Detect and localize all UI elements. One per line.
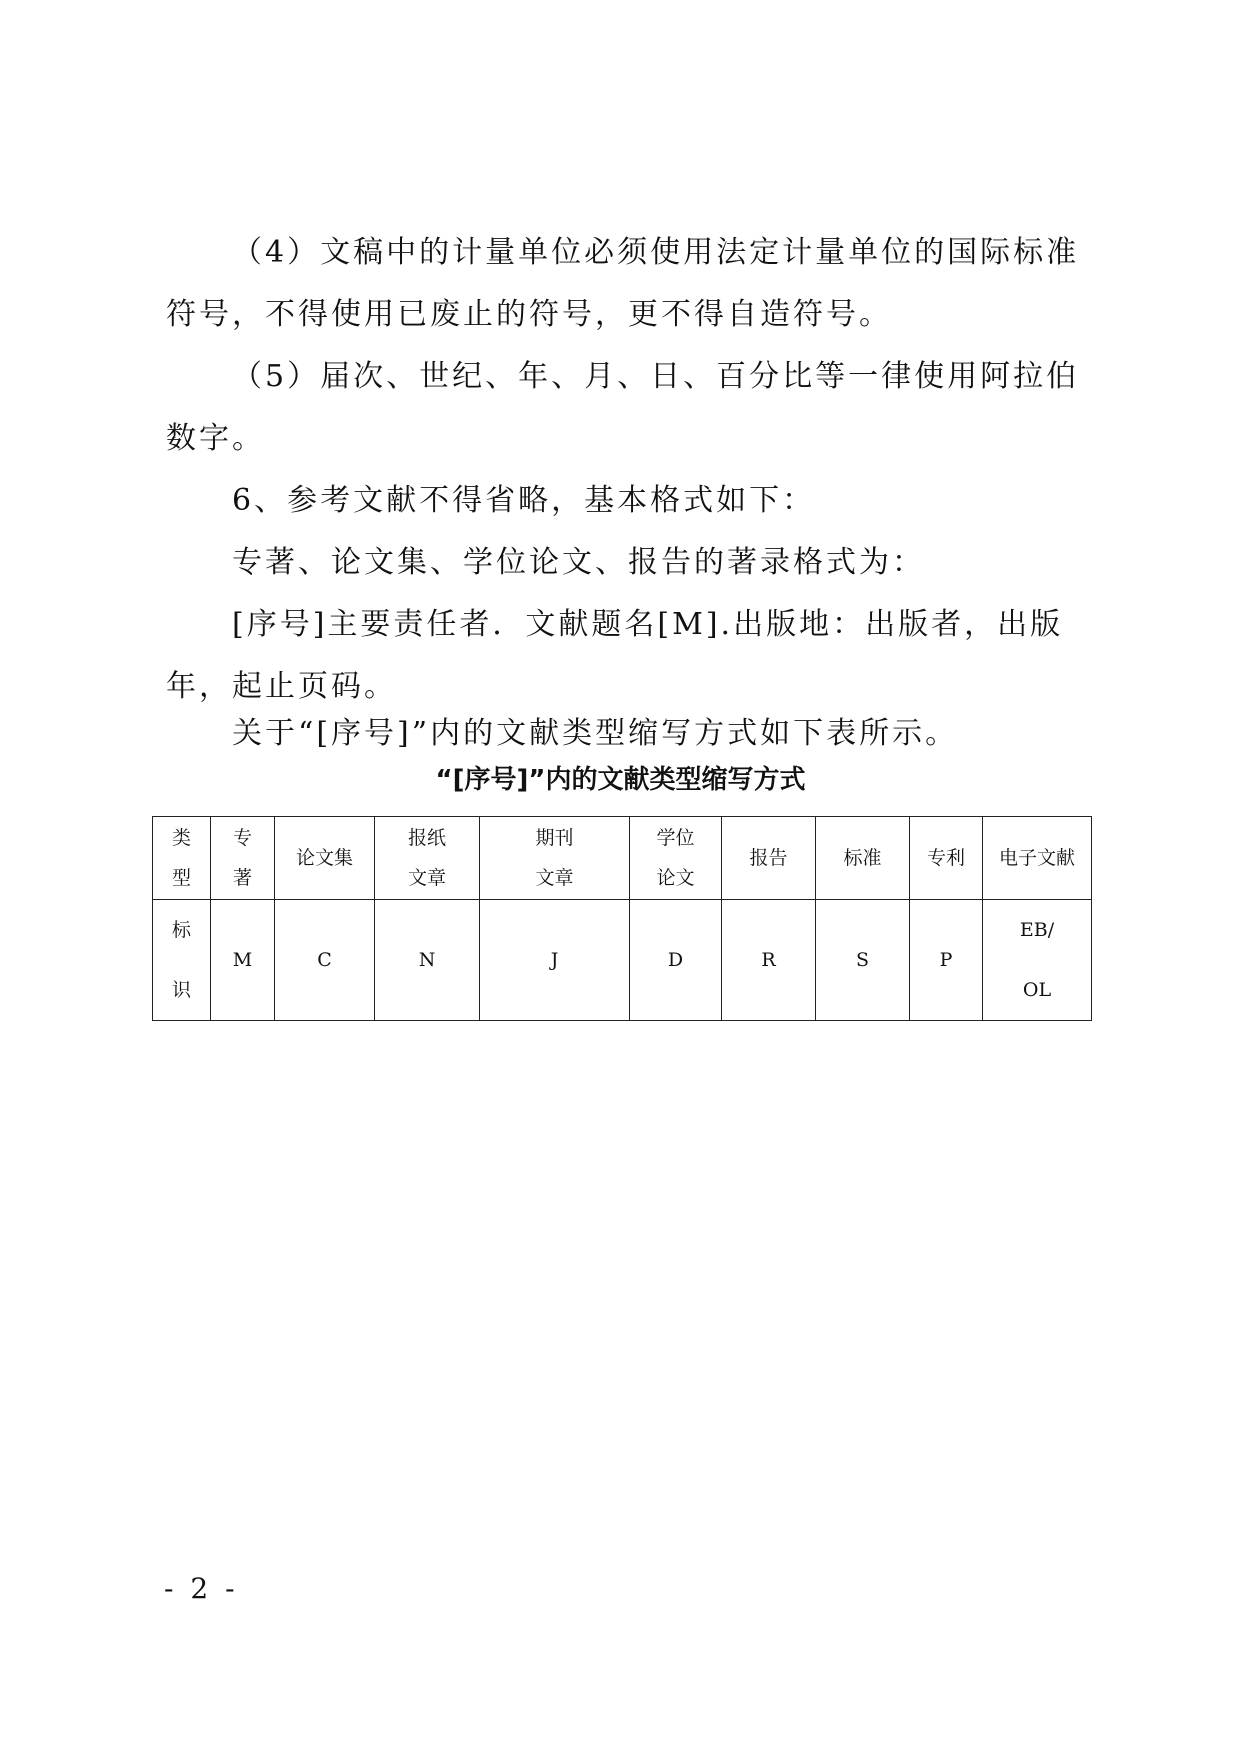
paragraph-arabic-numerals: （5）届次、世纪、年、月、日、百分比等一律使用阿拉伯数字。 [166, 359, 1080, 456]
table-cell-type: 报告 [722, 817, 816, 900]
table-cell-type: 标准 [816, 817, 910, 900]
document-type-table [152, 816, 1092, 1021]
table-header-id: 标识 [153, 900, 211, 1021]
table-cell-code: N [375, 900, 480, 1021]
table-caption: “[序号]”内的文献类型缩写方式 [435, 765, 806, 795]
table-cell-type: 专利 [910, 817, 983, 900]
paragraph-references-heading: 6、参考文献不得省略，基本格式如下： [232, 483, 816, 518]
table-cell-code: J [480, 900, 630, 1021]
table-cell-type: 专著 [211, 817, 275, 900]
table-header-type: 类型 [153, 817, 211, 900]
table-cell-code: EB/OL [983, 900, 1092, 1021]
table-cell-type: 期刊文章 [480, 817, 630, 900]
table-cell-type: 学位论文 [630, 817, 722, 900]
paragraph-monograph-format: [序号]主要责任者．文献题名[M].出版地：出版者，出版年，起止页码。 [166, 607, 1064, 704]
paragraph-monograph-format-intro: 专著、论文集、学位论文、报告的著录格式为： [232, 545, 925, 580]
table-cell-code: S [816, 900, 910, 1021]
table-cell-code: P [910, 900, 983, 1021]
table-cell-code: C [275, 900, 375, 1021]
table-cell-type: 报纸文章 [375, 817, 480, 900]
table-cell-type: 论文集 [275, 817, 375, 900]
table-cell-code: M [211, 900, 275, 1021]
paragraph-table-intro: 关于“[序号]”内的文献类型缩写方式如下表所示。 [232, 716, 959, 751]
table-row-codes [153, 900, 1092, 1021]
page-number: - 2 - [164, 1572, 239, 1605]
table-cell-code: R [722, 900, 816, 1021]
table-row-types [153, 817, 1092, 900]
table-cell-type: 电子文献 [983, 817, 1092, 900]
table-cell-code: D [630, 900, 722, 1021]
paragraph-measurement-units: （4）文稿中的计量单位必须使用法定计量单位的国际标准符号，不得使用已废止的符号，更不得自造符号。 [166, 235, 1080, 332]
